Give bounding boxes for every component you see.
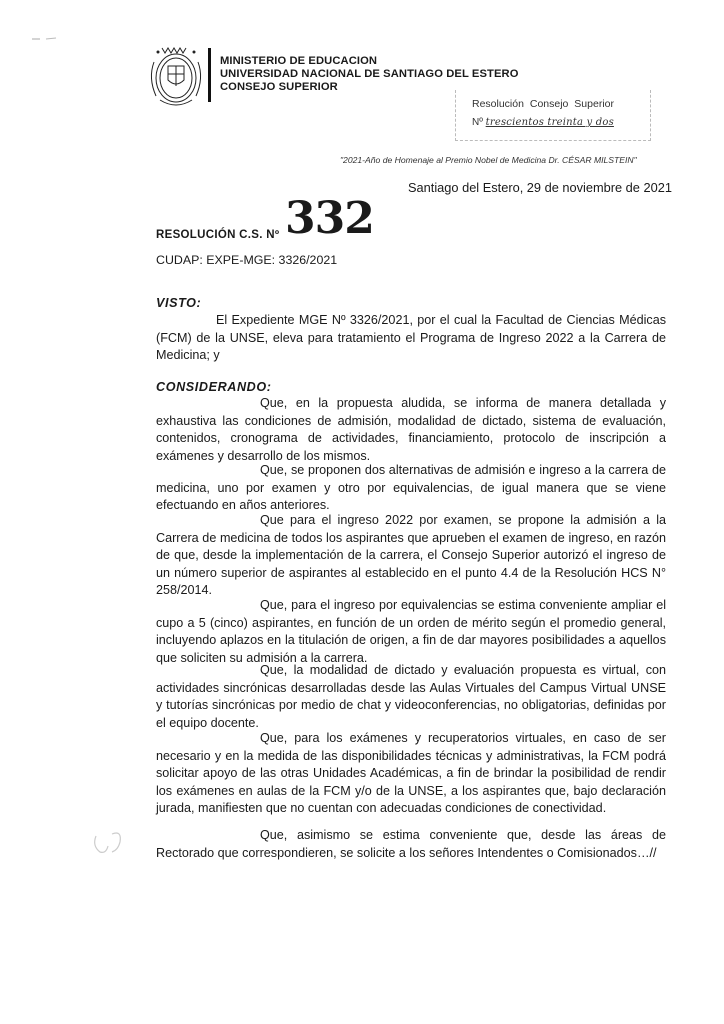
year-homage-caption: "2021-Año de Homenaje al Premio Nobel de Medicina Dr. CÉSAR MILSTEIN" xyxy=(340,155,637,165)
stamp-title: Resolución Consejo Superior xyxy=(472,98,614,110)
visto-heading: VISTO: xyxy=(156,296,202,310)
header-divider xyxy=(208,48,211,102)
considerando-paragraph: Que, se proponen dos alternativas de admisión e ingreso a la carrera de medicina, uno por examen y otro por equivalencias, de igual manera que se viene efectuando en años anteriores. xyxy=(156,463,666,512)
document-date: Santiago del Estero, 29 de noviembre de 2021 xyxy=(408,180,672,195)
university-name: UNIVERSIDAD NACIONAL DE SANTIAGO DEL ESTERO xyxy=(220,68,519,80)
considerando-paragraph: Que para el ingreso 2022 por examen, se propone la admisión a la Carrera de medicina de todos los aspirantes que aprueben el examen de ingreso, en razón de que, desde la implementación de la carrera, el Consejo Superior autorizó el ingreso de un número superior de aspirantes al establecido en el punto 4.4 de la Resolución HCS N° 258/2014. xyxy=(156,513,666,597)
cudap-reference: CUDAP: EXPE-MGE: 3326/2021 xyxy=(156,253,338,267)
resolution-label: RESOLUCIÓN C.S. Nº xyxy=(156,229,280,241)
ministry-name: MINISTERIO DE EDUCACION xyxy=(220,55,378,67)
visto-paragraph: El Expediente MGE Nº 3326/2021, por el cual la Facultad de Ciencias Médicas (FCM) de la UNSE, eleva para tratamiento el Programa de Ingreso 2022 a la Carrera de Medicina; y xyxy=(156,313,666,362)
considerando-heading: CONSIDERANDO: xyxy=(156,380,272,394)
considerando-paragraph: Que, la modalidad de dictado y evaluación propuesta es virtual, con actividades sincrónicas desarrolladas desde las Aulas Virtuales del Campus Virtual UNSE y tutorías sincrónicas por medio de chat y videoconferencias, no obligatorias, definidas por el equipo docente. xyxy=(156,663,666,730)
considerando-paragraph: Que, en la propuesta aludida, se informa de manera detallada y exhaustiva las condiciones de admisión, modalidad de dictado, sistema de evaluación, contenidos, cronograma de actividades, financiamiento, protocolo de inscripción a exámenes y desarrollo de los mismos. xyxy=(156,396,666,463)
institution-header xyxy=(220,55,519,94)
university-seal-icon xyxy=(146,44,206,108)
stamp-number xyxy=(472,117,614,128)
stamp-number-label: Nº xyxy=(472,117,483,128)
considerando-paragraph: Que, para el ingreso por equivalencias se estima conveniente ampliar el cupo a 5 (cinco) aspirantes, en función de un orden de mérito según el promedio general, incluyendo aplazos en la titulación de origen, a fin de dar mayores posibilidades a aquellos que soliciten su admisión a la carrera. xyxy=(156,598,666,665)
stamp-number-handwritten: trescientos treinta y dos xyxy=(485,117,614,128)
resolution-number: 332 xyxy=(285,193,374,244)
considerando-paragraph: Que, para los exámenes y recuperatorios virtuales, en caso de ser necesario y en la medida de las disponibilidades técnicas y administrativas, la FCM podrá solicitar apoyo de las otras Unidades Académicas, a fin de brindar la posibilidad de rendir los exámenes en aulas de la FCM y/o de la UNSE, a los aspirantes que, bajo declaración jurada, manifiesten que no cuentan con adecuadas condiciones de conectividad. xyxy=(156,731,666,815)
scan-mark xyxy=(30,36,60,42)
considerando-paragraph: Que, asimismo se estima conveniente que, desde las áreas de Rectorado que correspondieren, se solicite a los señores Intendentes o Comisionados…// xyxy=(156,828,666,860)
council-name: CONSEJO SUPERIOR xyxy=(220,81,338,93)
margin-doodle xyxy=(90,826,130,860)
